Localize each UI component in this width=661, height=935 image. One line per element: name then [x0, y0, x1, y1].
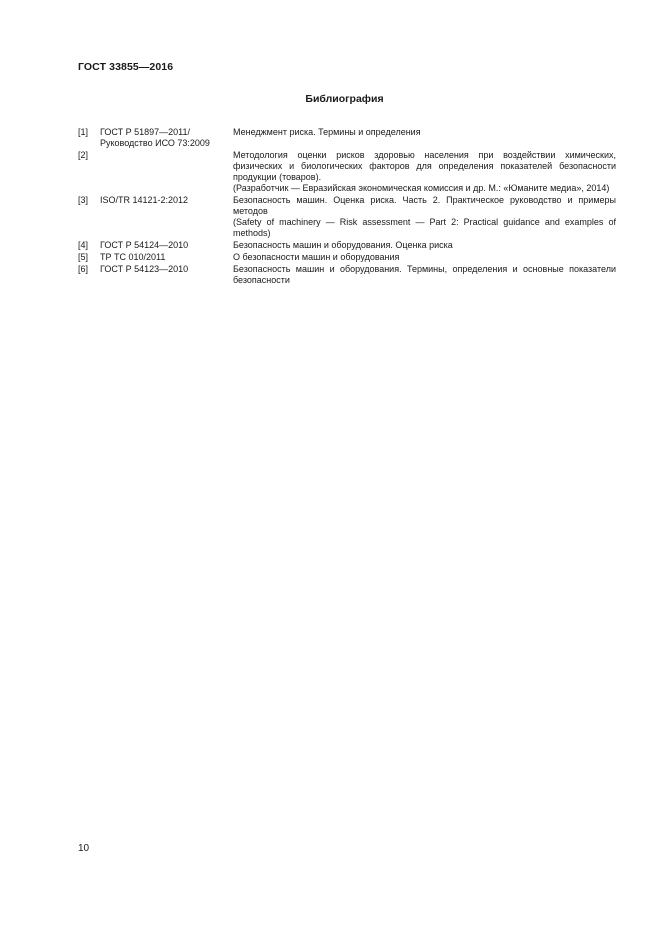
entry-description	[233, 127, 616, 149]
entry-number: [1]	[78, 127, 89, 137]
entry-description-note: (Разработчик — Евразийская экономическая комиссия и др. М.: «Юманите медиа», 2014)	[233, 183, 610, 193]
bibliography-entry	[78, 264, 616, 286]
bibliography-entry	[78, 252, 616, 263]
entry-source: ISO/TR 14121-2:2012	[100, 195, 189, 205]
entry-number: [4]	[78, 240, 89, 250]
entry-description-text: Безопасность машин и оборудования. Термины, определения и основные показатели безопасности	[233, 264, 616, 285]
entry-description-text: Методология оценки рисков здоровью населения при воздействии химических, физических и биологических факторов для определения показателей безопасности продукции (товаров).	[233, 150, 616, 182]
section-title-text: Библиография	[305, 93, 384, 105]
entry-number: [6]	[78, 264, 89, 274]
bibliography-entry	[78, 240, 616, 251]
entry-source	[100, 150, 233, 194]
entry-description	[233, 150, 616, 194]
entry-number: [2]	[78, 150, 89, 160]
entry-description	[233, 264, 616, 286]
bibliography-entry	[78, 150, 616, 194]
document-header: ГОСТ 33855—2016	[78, 61, 174, 73]
page-number: 10	[78, 843, 90, 854]
bibliography-entry	[78, 195, 616, 239]
entry-description	[233, 240, 616, 251]
entry-number: [5]	[78, 252, 89, 262]
entry-description-text: Безопасность машин. Оценка риска. Часть 2. Практическое руководство и примеры методов	[233, 195, 616, 216]
entry-source: ГОСТ Р 54124—2010	[100, 240, 189, 250]
entry-source: ГОСТ Р 51897—2011/ Руководство ИСО 73:2009	[100, 127, 210, 148]
entry-number: [3]	[78, 195, 89, 205]
entry-description	[233, 195, 616, 239]
entry-description-text: Менеджмент риска. Термины и определения	[233, 127, 421, 137]
entry-source: ГОСТ Р 54123—2010	[100, 264, 189, 274]
bibliography-list	[78, 127, 616, 287]
bibliography-entry	[78, 127, 616, 149]
entry-description-text: Безопасность машин и оборудования. Оценка риска	[233, 240, 453, 250]
section-title	[0, 93, 661, 105]
entry-description-text: О безопасности машин и оборудования	[233, 252, 400, 262]
entry-description	[233, 252, 616, 263]
entry-description-note: (Safety of machinery — Risk assessment — Part 2: Practical guidance and examples of methods)	[233, 217, 616, 238]
entry-source: ТР ТС 010/2011	[100, 252, 166, 262]
